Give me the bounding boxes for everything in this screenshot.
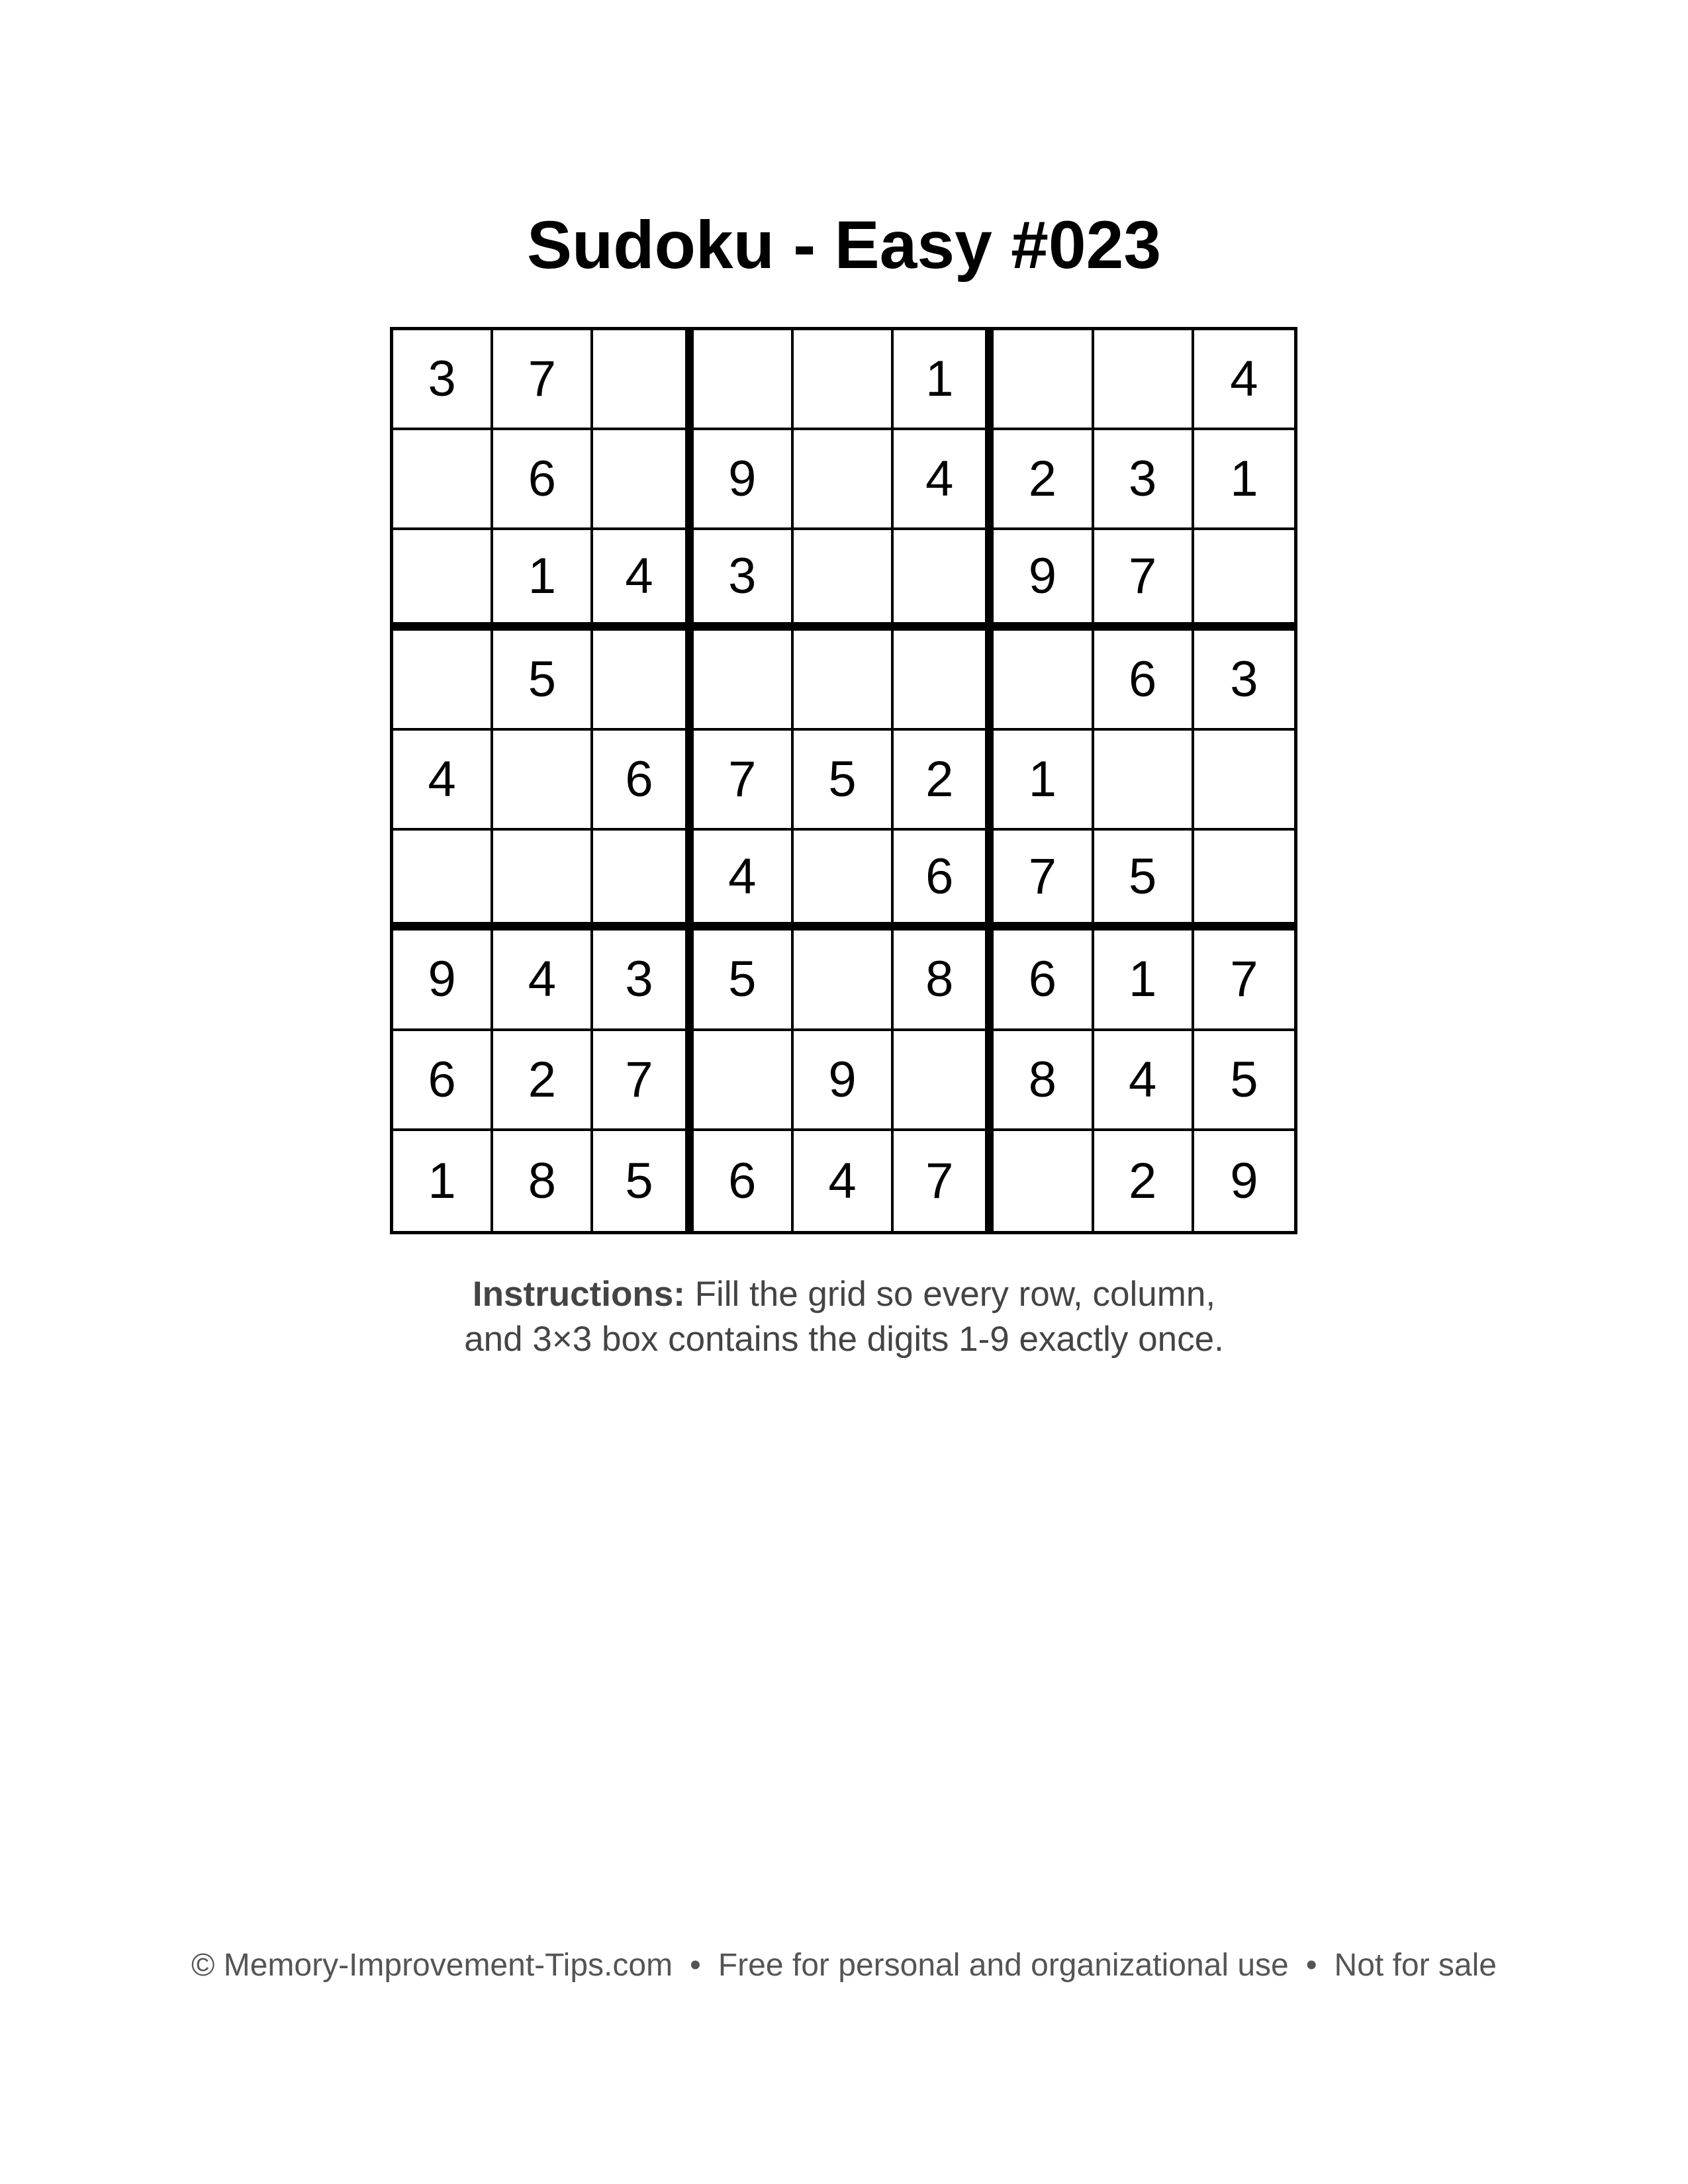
given-cell: 6 bbox=[694, 1131, 794, 1231]
instructions bbox=[0, 1272, 1688, 1362]
given-cell: 3 bbox=[1194, 631, 1294, 731]
given-cell: 7 bbox=[493, 330, 593, 430]
given-cell: 6 bbox=[493, 430, 593, 530]
given-cell: 5 bbox=[1094, 831, 1194, 931]
empty-cell[interactable] bbox=[593, 430, 693, 530]
given-cell: 9 bbox=[694, 430, 794, 530]
given-cell: 4 bbox=[694, 831, 794, 931]
given-cell: 6 bbox=[994, 931, 1094, 1030]
empty-cell[interactable] bbox=[1194, 530, 1294, 630]
given-cell: 6 bbox=[593, 731, 693, 831]
given-cell: 6 bbox=[894, 831, 994, 931]
given-cell: 7 bbox=[694, 731, 794, 831]
empty-cell[interactable] bbox=[894, 1031, 994, 1131]
given-cell: 7 bbox=[894, 1131, 994, 1231]
footer-usage: Free for personal and organizational use bbox=[718, 1948, 1289, 1983]
empty-cell[interactable] bbox=[894, 530, 994, 630]
empty-cell[interactable] bbox=[794, 530, 894, 630]
empty-cell[interactable] bbox=[994, 330, 1094, 430]
empty-cell[interactable] bbox=[593, 631, 693, 731]
given-cell: 9 bbox=[1230, 1152, 1258, 1209]
given-cell: 1 bbox=[1194, 430, 1294, 530]
empty-cell[interactable] bbox=[1094, 731, 1194, 831]
given-cell: 6 bbox=[1094, 631, 1194, 731]
given-cell: 9 bbox=[794, 1031, 894, 1131]
given-cell: 4 bbox=[493, 931, 593, 1030]
given-cell: 2 bbox=[493, 1031, 593, 1131]
empty-cell[interactable] bbox=[493, 831, 593, 931]
footer-separator: • bbox=[1305, 1948, 1317, 1983]
empty-cell[interactable] bbox=[794, 430, 894, 530]
footer-sale: Not for sale bbox=[1334, 1948, 1497, 1983]
empty-cell[interactable] bbox=[794, 831, 894, 931]
empty-cell[interactable] bbox=[593, 831, 693, 931]
instructions-text-1: Fill the grid so every row, column, bbox=[694, 1275, 1216, 1314]
empty-cell[interactable] bbox=[694, 330, 794, 430]
given-cell: 8 bbox=[894, 931, 994, 1030]
given-cell: 4 bbox=[1194, 330, 1294, 430]
instructions-line-1 bbox=[0, 1272, 1688, 1317]
given-cell: 3 bbox=[593, 931, 693, 1030]
given-cell: 1 bbox=[1094, 931, 1194, 1030]
empty-cell[interactable] bbox=[794, 631, 894, 731]
empty-cell[interactable] bbox=[994, 631, 1094, 731]
given-cell: 1 bbox=[393, 1131, 493, 1231]
given-cell: 7 bbox=[1094, 530, 1194, 630]
page-title: Sudoku - Easy #023 bbox=[526, 207, 1162, 283]
given-cell: 7 bbox=[1194, 931, 1294, 1030]
given-cell: 3 bbox=[1094, 430, 1194, 530]
empty-cell[interactable] bbox=[694, 631, 794, 731]
empty-cell[interactable] bbox=[1194, 731, 1294, 831]
empty-cell[interactable] bbox=[694, 1031, 794, 1131]
instructions-lead: Instructions: bbox=[472, 1275, 685, 1314]
given-cell: 7 bbox=[994, 831, 1094, 931]
empty-cell[interactable] bbox=[794, 931, 894, 1030]
given-cell: 4 bbox=[393, 731, 493, 831]
given-cell: 9 bbox=[393, 931, 493, 1030]
given-cell: 2 bbox=[1094, 1131, 1194, 1231]
empty-cell[interactable] bbox=[894, 631, 994, 731]
given-cell: 5 bbox=[794, 731, 894, 831]
given-cell: 5 bbox=[493, 631, 593, 731]
footer-copyright: © Memory-Improvement-Tips.com bbox=[191, 1948, 673, 1983]
footer bbox=[0, 1944, 1688, 1987]
given-cell: 8 bbox=[994, 1031, 1094, 1131]
given-cell: 8 bbox=[493, 1131, 593, 1231]
given-cell: 4 bbox=[593, 530, 693, 630]
empty-cell[interactable] bbox=[1094, 330, 1194, 430]
given-cell: 2 bbox=[894, 731, 994, 831]
given-cell: 1 bbox=[994, 731, 1094, 831]
empty-cell[interactable] bbox=[1194, 831, 1294, 931]
given-cell: 1 bbox=[894, 330, 994, 430]
empty-cell[interactable] bbox=[593, 330, 693, 430]
footer-separator: • bbox=[690, 1948, 701, 1983]
given-cell: 3 bbox=[393, 330, 493, 430]
given-cell: 5 bbox=[694, 931, 794, 1030]
given-cell: 6 bbox=[393, 1031, 493, 1131]
empty-cell[interactable] bbox=[994, 1131, 1094, 1231]
empty-cell[interactable] bbox=[393, 430, 493, 530]
given-cell: 9 bbox=[994, 530, 1094, 630]
given-cell: 5 bbox=[593, 1131, 693, 1231]
sudoku-grid bbox=[390, 327, 1297, 1234]
given-cell: 3 bbox=[694, 530, 794, 630]
empty-cell[interactable] bbox=[393, 831, 493, 931]
given-cell: 2 bbox=[994, 430, 1094, 530]
empty-cell[interactable] bbox=[794, 330, 894, 430]
instructions-text-2: and 3×3 box contains the digits 1-9 exactly once. bbox=[464, 1320, 1224, 1359]
empty-cell[interactable] bbox=[393, 530, 493, 630]
given-cell: 5 bbox=[1194, 1031, 1294, 1131]
given-cell: 1 bbox=[493, 530, 593, 630]
given-cell: 4 bbox=[794, 1131, 894, 1231]
given-cell: 7 bbox=[593, 1031, 693, 1131]
empty-cell[interactable] bbox=[493, 731, 593, 831]
empty-cell[interactable] bbox=[393, 631, 493, 731]
given-cell: 4 bbox=[1094, 1031, 1194, 1131]
given-cell: 4 bbox=[894, 430, 994, 530]
